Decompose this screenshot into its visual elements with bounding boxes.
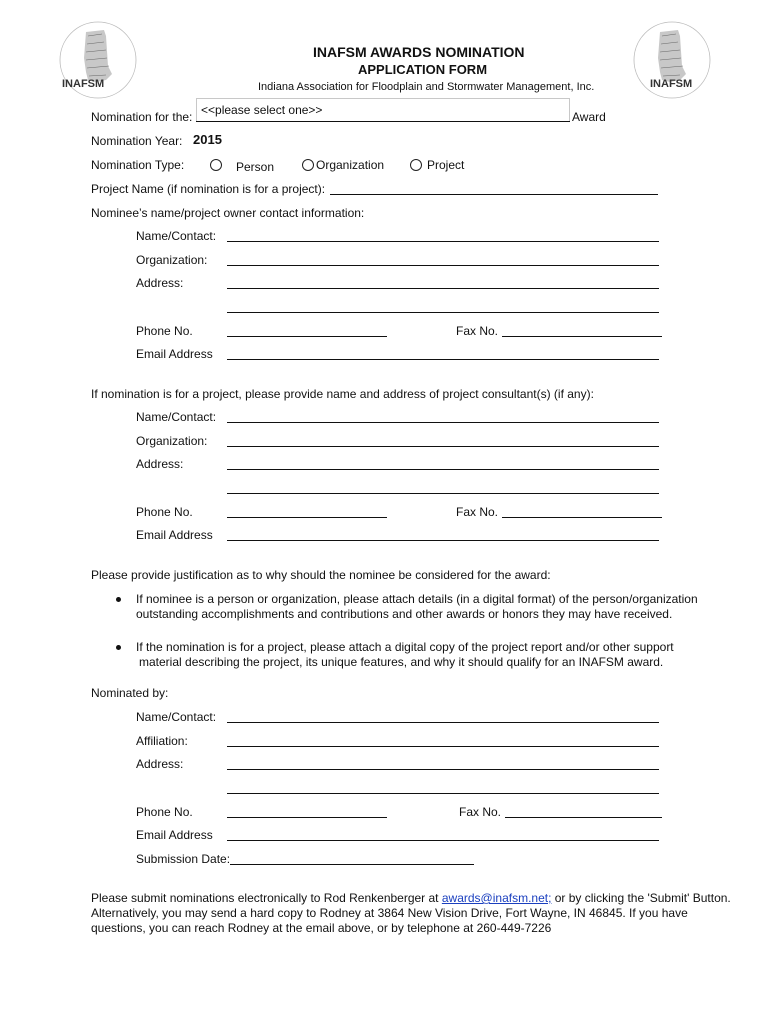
inafsm-logo-left [56, 18, 140, 102]
form-subtitle: APPLICATION FORM [358, 62, 488, 77]
justification-heading: Please provide justification as to why should the nominee be considered for the award: [91, 568, 551, 582]
nominator-email-field[interactable] [227, 840, 659, 841]
submission-date-label: Submission Date: [136, 852, 231, 866]
awards-email-link[interactable]: awards@inafsm.net; [441, 891, 552, 905]
nominator-fax-label: Fax No. [459, 805, 502, 819]
inafsm-logo-right [630, 18, 714, 102]
nominator-name-field[interactable] [227, 722, 659, 723]
submission-date-field[interactable] [230, 864, 474, 865]
nominator-address-field-2[interactable] [227, 793, 659, 794]
logo-text: INAFSM [62, 78, 105, 90]
nominator-phone-label: Phone No. [136, 805, 193, 819]
nominator-heading: Nominated by: [91, 686, 169, 700]
footer-line-3: questions, you can reach Rodney at the email above, or by telephone at 260-449-7226 [91, 921, 552, 935]
logo-text: INAFSM [650, 78, 693, 90]
nominator-affiliation-label: Affiliation: [136, 734, 188, 748]
consultant-fax-field[interactable] [502, 517, 662, 518]
justification-bullet-1-line-1: If nominee is a person or organization, please attach details (in a digital format) of the person/organization [136, 592, 698, 606]
nominee-name-field[interactable] [227, 241, 659, 242]
bullet-dot [116, 597, 121, 602]
award-select-value: <<please select one>> [201, 103, 323, 117]
nominator-fax-field[interactable] [505, 817, 662, 818]
consultant-name-field[interactable] [227, 422, 659, 423]
radio-person-label: Person [236, 160, 275, 174]
nominee-org-field[interactable] [227, 265, 659, 266]
nomination-year-label: Nomination Year: [91, 134, 183, 148]
nominee-fax-label: Fax No. [456, 324, 499, 338]
justification-bullet-1-line-2: outstanding accomplishments and contributions and other awards or honors they may have received. [136, 607, 673, 621]
footer-line-1 [91, 891, 731, 905]
nomination-type-label: Nomination Type: [91, 158, 185, 172]
nominator-affiliation-field[interactable] [227, 746, 659, 747]
project-name-label: Project Name (if nomination is for a project): [91, 182, 326, 196]
form-title: INAFSM AWARDS NOMINATION [313, 44, 525, 60]
nomination-for-label: Nomination for the: [91, 110, 193, 124]
nominee-address-field-1[interactable] [227, 288, 659, 289]
footer-line-1-pre: Please submit nominations electronically to Rod Renkenberger at [91, 891, 442, 905]
radio-person[interactable] [210, 159, 222, 171]
bullet-dot [116, 645, 121, 650]
award-select[interactable] [196, 98, 570, 122]
consultant-address-field-2[interactable] [227, 493, 659, 494]
nominee-heading: Nominee’s name/project owner contact information: [91, 206, 365, 220]
radio-organization[interactable] [302, 159, 314, 171]
consultant-org-field[interactable] [227, 446, 659, 447]
nominator-name-label: Name/Contact: [136, 710, 217, 724]
award-label: Award [572, 110, 606, 124]
justification-bullet-2-line-1: If the nomination is for a project, please attach a digital copy of the project report and/or other support [136, 640, 674, 654]
consultant-name-label: Name/Contact: [136, 410, 217, 424]
nominee-phone-label: Phone No. [136, 324, 193, 338]
footer-line-1-post: or by clicking the 'Submit' Button. [551, 891, 731, 905]
consultant-heading: If nomination is for a project, please provide name and address of project consultant(s) (if any): [91, 387, 594, 401]
consultant-org-label: Organization: [136, 434, 208, 448]
nomination-year-value: 2015 [193, 132, 222, 147]
consultant-email-label: Email Address [136, 528, 213, 542]
award-underline [196, 121, 570, 122]
nominee-phone-field[interactable] [227, 336, 387, 337]
radio-project[interactable] [410, 159, 422, 171]
project-name-field[interactable] [330, 194, 658, 195]
nominee-email-label: Email Address [136, 347, 213, 361]
radio-organization-label: Organization [316, 158, 385, 172]
consultant-phone-field[interactable] [227, 517, 387, 518]
nominator-email-label: Email Address [136, 828, 213, 842]
nominee-email-field[interactable] [227, 359, 659, 360]
nominator-address-field-1[interactable] [227, 769, 659, 770]
justification-bullet-2-line-2: material describing the project, its unique features, and why it should qualify for an INAFSM award. [139, 655, 664, 669]
nominee-org-label: Organization: [136, 253, 208, 267]
consultant-address-label: Address: [136, 457, 184, 471]
nominee-address-label: Address: [136, 276, 184, 290]
consultant-fax-label: Fax No. [456, 505, 499, 519]
consultant-address-field-1[interactable] [227, 469, 659, 470]
radio-project-label: Project [427, 158, 465, 172]
nominee-name-label: Name/Contact: [136, 229, 217, 243]
nominee-address-field-2[interactable] [227, 312, 659, 313]
nominator-address-label: Address: [136, 757, 184, 771]
organization-name: Indiana Association for Floodplain and Stormwater Management, Inc. [258, 81, 595, 93]
nominee-fax-field[interactable] [502, 336, 662, 337]
footer-line-2: Alternatively, you may send a hard copy to Rodney at 3864 New Vision Drive, Fort Wayne, IN 46845. If you have [91, 906, 688, 920]
nominator-phone-field[interactable] [227, 817, 387, 818]
consultant-phone-label: Phone No. [136, 505, 193, 519]
consultant-email-field[interactable] [227, 540, 659, 541]
